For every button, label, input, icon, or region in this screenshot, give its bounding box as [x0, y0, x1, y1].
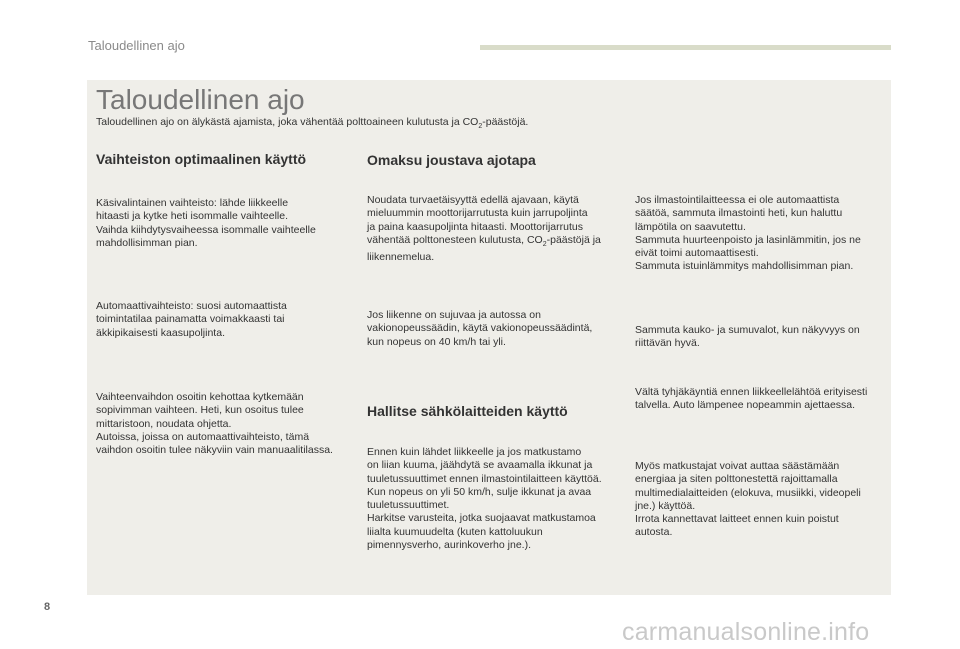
para-safe-distance: Noudata turvaetäisyyttä edellä ajavaan, käytä mieluummin moottorijarrutusta kuin jarrupoljinta ja paina kaasupoljinta hitaasti. Moottorijarrutus vähentää polttonesteen kulutusta, $CO_2$-päästöjä ja liikennemelua.	[367, 194, 601, 264]
para-cruise-control: Jos liikenne on sujuvaa ja autossa on vakionopeussäädin, käytä vakionopeussäädintä, kun nopeus on 40 km/h tai yli.	[367, 309, 593, 348]
page-title: Taloudellinen ajo	[96, 84, 305, 115]
heading-electrical: Hallitse sähkölaitteiden käyttö	[367, 403, 568, 419]
heading-transmission: Vaihteiston optimaalinen käyttö	[96, 151, 307, 167]
running-header: Taloudellinen ajo	[88, 38, 185, 53]
para-automatic-transmission: Automaattivaihteisto: suosi automaattista toimintatilaa painamatta voimakkaasti tai äkkipikaisesti kaasupoljinta.	[96, 300, 287, 339]
header-bar	[480, 45, 891, 50]
page-number: 8	[44, 601, 51, 613]
para-idling: Vältä tyhjäkäyntiä ennen liikkeellelähtöä erityisesti talvella. Auto lämpenee nopeammin ajettaessa.	[635, 386, 868, 412]
intro-text: Taloudellinen ajo on älykästä ajamista, joka vähentää polttoaineen kulutusta ja $CO_2$-päästöjä.	[96, 116, 529, 131]
para-manual-transmission: Käsivalintainen vaihteisto: lähde liikkeelle hitaasti ja kytke heti isommalle vaihteelle. Vaihda kiihdytysvaiheessa isommalle vaihteelle mahdollisimman pian.	[96, 197, 316, 249]
watermark: carmanualsonline.info	[622, 618, 870, 646]
para-cabin-cooling: Ennen kuin lähdet liikkeelle ja jos matkustamo on liian kuuma, jäähdytä se avaamalla ikkunat ja tuuletussuuttimet ennen ilmastointilaitteen käyttöä. Kun nopeus on yli 50 km/h, sulje ikkunat ja avaa tuuletussuuttimet. Harkitse varusteita, jotka suojaavat matkustamoa liialta kuumuudelta (kuten kattoluukun pimennysverho, aurinkoverho jne.).	[367, 446, 602, 552]
para-headlights: Sammuta kauko- ja sumuvalot, kun näkyvyys on riittävän hyvä.	[635, 324, 860, 350]
para-passengers: Myös matkustajat voivat auttaa säästämään energiaa ja siten polttonestettä rajoittamalla multimedialaitteiden (elokuva, musiikki, videopeli jne.) käyttöä. Irrota kannettavat laitteet ennen kuin poistut autosta.	[635, 460, 861, 539]
para-air-conditioning: Jos ilmastointilaitteessa ei ole automaattista säätöä, sammuta ilmastointi heti, kun haluttu lämpötila on saavutettu. Sammuta huurteenpoisto ja lasinlämmitin, jos ne eivät toimi automaattisesti. Sammuta istuinlämmitys mahdollisimman pian.	[635, 194, 861, 273]
heading-driving-style: Omaksu joustava ajotapa	[367, 152, 536, 168]
para-gear-indicator: Vaihteenvaihdon osoitin kehottaa kytkemään sopivimman vaihteen. Heti, kun osoitus tulee mittaristoon, noudata ohjetta. Autoissa, joissa on automaattivaihteisto, tämä vaihdon osoitin tulee näkyviin vain manuaalitilassa.	[96, 391, 333, 457]
